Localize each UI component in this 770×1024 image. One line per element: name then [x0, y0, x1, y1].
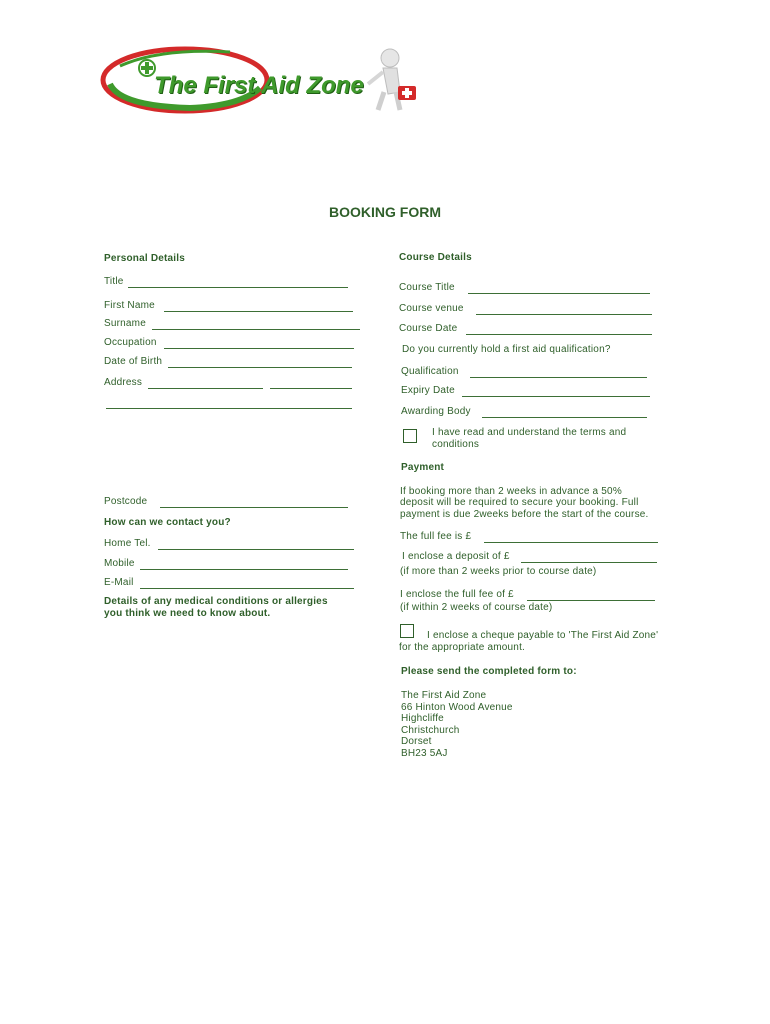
- title-label: Title: [104, 276, 124, 287]
- awarding-body-field[interactable]: [482, 417, 647, 418]
- logo-text: The First Aid Zone: [154, 72, 364, 99]
- send-address: [401, 690, 513, 759]
- enclose-full-note: (if within 2 weeks of course date): [400, 602, 553, 613]
- occupation-field[interactable]: [164, 348, 354, 349]
- enclose-full-label: I enclose the full fee of £: [400, 589, 514, 600]
- cheque-text-line2: for the appropriate amount.: [399, 642, 526, 653]
- expiry-date-label: Expiry Date: [401, 385, 455, 396]
- medical-text-line1: Details of any medical conditions or allergies: [104, 596, 328, 607]
- course-date-field[interactable]: [466, 334, 652, 335]
- medical-text-line2: you think we need to know about.: [104, 608, 271, 619]
- address-line: Christchurch: [401, 724, 460, 736]
- payment-info-line3: payment is due 2weeks before the start of the course.: [400, 509, 649, 520]
- qualification-label: Qualification: [401, 366, 459, 377]
- course-details-heading: Course Details: [399, 252, 472, 263]
- address-line: Dorset: [401, 736, 432, 747]
- course-date-label: Course Date: [399, 323, 458, 334]
- payment-info-line1: If booking more than 2 weeks in advance a 50%: [400, 486, 622, 497]
- deposit-field[interactable]: [521, 562, 657, 563]
- course-venue-field[interactable]: [476, 314, 652, 315]
- personal-details-heading: Personal Details: [104, 253, 186, 264]
- first-name-field[interactable]: [164, 311, 353, 312]
- send-heading: Please send the completed form to:: [401, 666, 577, 677]
- title-field[interactable]: [128, 287, 348, 288]
- qualification-question: Do you currently hold a first aid qualification?: [402, 344, 611, 355]
- dob-field[interactable]: [168, 367, 352, 368]
- address-line: 66 Hinton Wood Avenue: [401, 701, 513, 713]
- surname-field[interactable]: [152, 329, 360, 330]
- address-line: Highcliffe: [401, 713, 444, 724]
- address-field-1b[interactable]: [270, 388, 352, 389]
- address-line: The First Aid Zone: [401, 690, 487, 701]
- mobile-field[interactable]: [140, 569, 348, 570]
- full-fee-field[interactable]: [484, 542, 658, 543]
- address-field-1a[interactable]: [148, 388, 263, 389]
- logo: [100, 44, 425, 116]
- home-tel-field[interactable]: [158, 549, 354, 550]
- full-fee-label: The full fee is £: [400, 531, 472, 542]
- email-label: E-Mail: [104, 577, 134, 588]
- contact-heading: How can we contact you?: [104, 517, 231, 528]
- address-line: BH23 5AJ: [401, 747, 448, 759]
- course-title-field[interactable]: [468, 293, 650, 294]
- payment-heading: Payment: [401, 462, 445, 473]
- first-name-label: First Name: [104, 300, 155, 311]
- cheque-checkbox[interactable]: [400, 624, 414, 638]
- enclose-full-field[interactable]: [527, 600, 655, 601]
- cheque-text-line1: I enclose a cheque payable to 'The First Aid Zone': [427, 630, 659, 641]
- email-field[interactable]: [140, 588, 354, 589]
- qualification-field[interactable]: [470, 377, 647, 378]
- course-venue-label: Course venue: [399, 303, 464, 314]
- deposit-label: I enclose a deposit of £: [402, 551, 510, 562]
- course-title-label: Course Title: [399, 282, 455, 293]
- terms-text-line1: I have read and understand the terms and: [432, 427, 627, 438]
- postcode-label: Postcode: [104, 496, 148, 507]
- expiry-date-field[interactable]: [462, 396, 650, 397]
- dob-label: Date of Birth: [104, 356, 163, 367]
- occupation-label: Occupation: [104, 337, 157, 348]
- awarding-body-label: Awarding Body: [401, 406, 471, 417]
- address-label: Address: [104, 377, 143, 388]
- deposit-note: (if more than 2 weeks prior to course date): [400, 566, 597, 577]
- surname-label: Surname: [104, 318, 146, 329]
- home-tel-label: Home Tel.: [104, 538, 151, 549]
- page-title: BOOKING FORM: [329, 204, 441, 220]
- address-field-2[interactable]: [106, 408, 352, 409]
- mobile-label: Mobile: [104, 558, 135, 569]
- terms-checkbox[interactable]: [403, 429, 417, 443]
- postcode-field[interactable]: [160, 507, 348, 508]
- terms-text-line2: conditions: [432, 439, 480, 450]
- payment-info-line2: deposit will be required to secure your booking. Full: [400, 497, 639, 508]
